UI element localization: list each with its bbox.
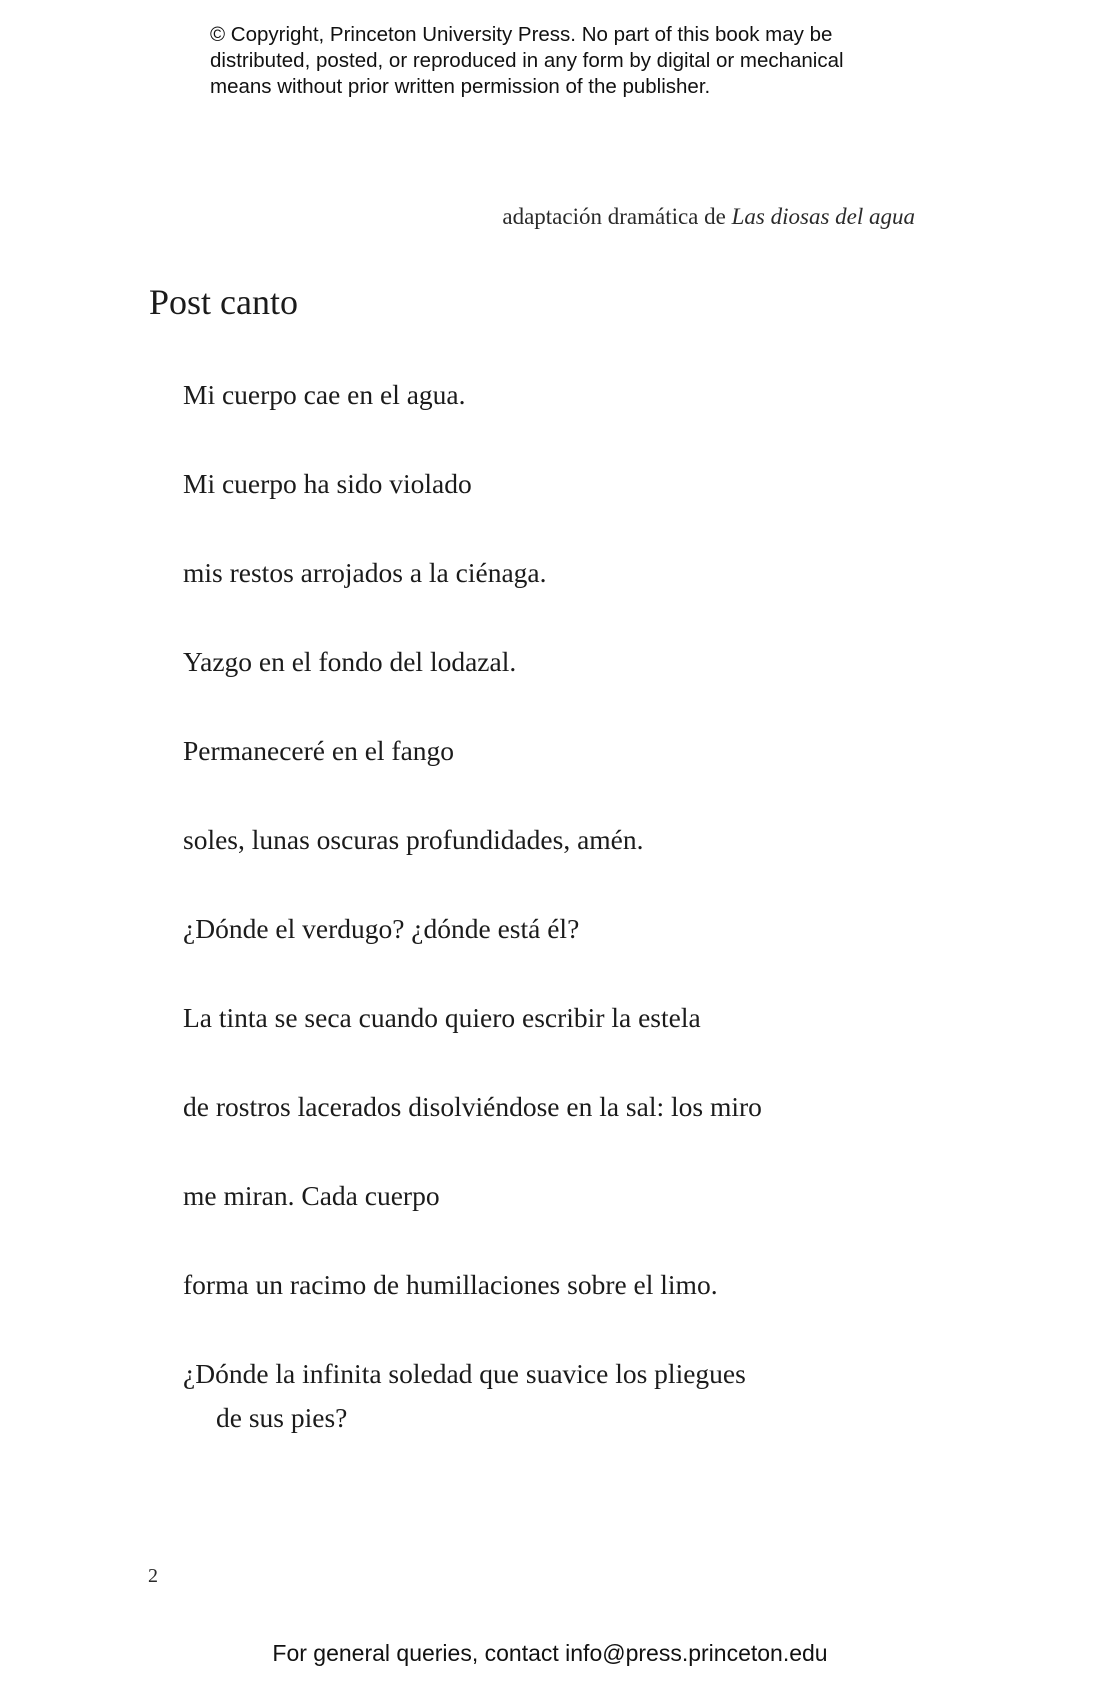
- poem-title: Post canto: [149, 282, 298, 322]
- verse-line: mis restos arrojados a la ciénaga.: [183, 557, 547, 588]
- verse-line: Mi cuerpo ha sido violado: [183, 468, 472, 499]
- verse-line: Permaneceré en el fango: [183, 735, 455, 766]
- verse-line: ¿Dónde el verdugo? ¿dónde está él?: [183, 913, 580, 944]
- running-head-book-title: Las diosas del agua: [731, 204, 915, 229]
- running-head-prefix: adaptación dramática de: [502, 204, 726, 229]
- footer-contact: For general queries, contact info@press.princeton.edu: [272, 1640, 828, 1666]
- verse-line: de rostros lacerados disolviéndose en la sal: los miro: [183, 1091, 762, 1122]
- copyright-notice: [210, 22, 930, 100]
- copyright-line: means without prior written permission of the publisher.: [210, 75, 711, 98]
- verse-line: La tinta se seca cuando quiero escribir la estela: [183, 1002, 701, 1033]
- page-number: 2: [148, 1565, 158, 1587]
- verse-line-final: [183, 1352, 746, 1440]
- verse-line: forma un racimo de humillaciones sobre el limo.: [183, 1269, 718, 1300]
- copyright-line: distributed, posted, or reproduced in any form by digital or mechanical: [210, 49, 844, 72]
- copyright-line: © Copyright, Princeton University Press. No part of this book may be: [210, 23, 833, 46]
- verse-line: soles, lunas oscuras profundidades, amén.: [183, 824, 644, 855]
- verse-line-continuation: de sus pies?: [216, 1402, 348, 1433]
- verse-line: me miran. Cada cuerpo: [183, 1180, 440, 1211]
- verse-line-text: ¿Dónde la infinita soledad que suavice los pliegues: [183, 1358, 746, 1389]
- running-head: [502, 204, 915, 230]
- verse-line: Yazgo en el fondo del lodazal.: [183, 646, 517, 677]
- verse-line: Mi cuerpo cae en el agua.: [183, 379, 466, 410]
